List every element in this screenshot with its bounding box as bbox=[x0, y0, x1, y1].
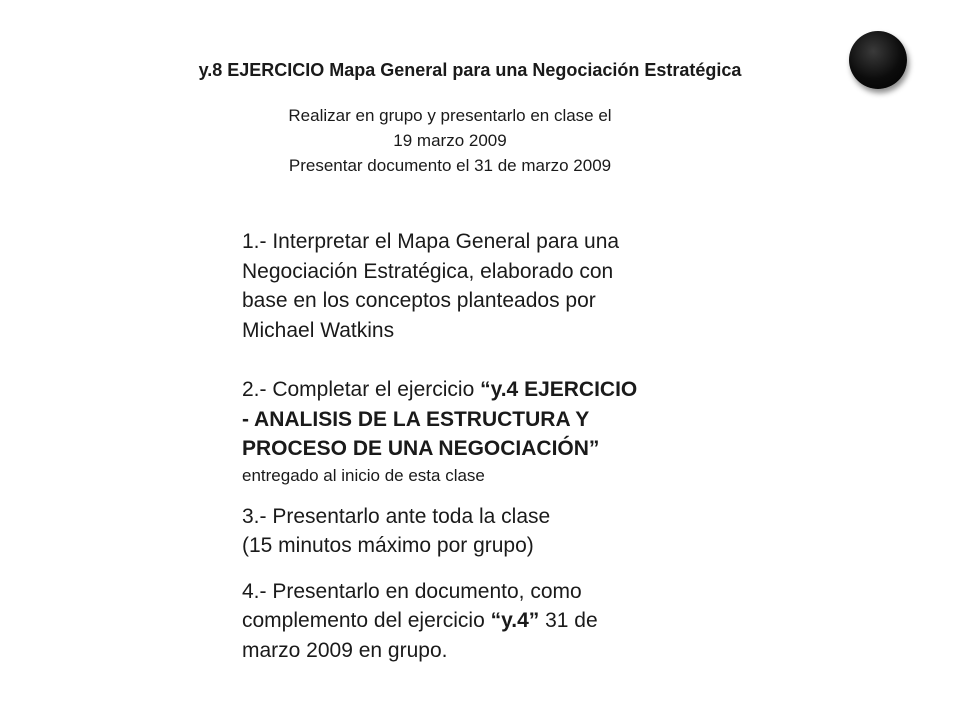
item-2-prefix: 2.- Completar el ejercicio bbox=[242, 378, 481, 401]
item-2-exercise-ref: “y.4 EJERCICIO bbox=[480, 378, 638, 401]
item-4-suffix: 31 de bbox=[539, 609, 598, 632]
item-3-line-1: 3.- Presentarlo ante toda la clase bbox=[242, 504, 551, 528]
item-2-bold-line-2: - ANALISIS DE LA ESTRUCTURA Y bbox=[242, 407, 590, 431]
subtitle-line-2: 19 marzo 2009 bbox=[393, 131, 507, 150]
item-4-line-2 bbox=[242, 606, 762, 636]
subtitle-line-1: Realizar en grupo y presentarlo en clase el bbox=[288, 106, 612, 125]
spacer bbox=[242, 561, 762, 577]
instruction-item-1 bbox=[242, 227, 762, 345]
item-3-line-2: (15 minutos máximo por grupo) bbox=[242, 534, 534, 557]
item-4-prefix: complemento del ejercicio bbox=[242, 609, 491, 632]
item-4-exercise-ref: “y.4” bbox=[490, 609, 540, 632]
item-1-line-1: 1.- Interpretar el Mapa General para una bbox=[242, 230, 620, 253]
item-2-line-3 bbox=[242, 434, 762, 464]
subtitle-block bbox=[150, 103, 750, 178]
item-1-line-3: base en los conceptos planteados por bbox=[242, 289, 596, 312]
instruction-item-3 bbox=[242, 502, 762, 561]
item-2-bold-line-3: PROCESO DE UNA NEGOCIACIÓN” bbox=[242, 437, 600, 460]
spacer bbox=[242, 345, 762, 375]
item-1-line-2: Negociación Estratégica, elaborado con bbox=[242, 259, 614, 283]
item-2-line-1 bbox=[242, 375, 762, 405]
subtitle-line-3: Presentar documento el 31 de marzo 2009 bbox=[288, 156, 612, 175]
item-2-line-2 bbox=[242, 405, 762, 435]
slide-title: y.8 EJERCICIO Mapa General para una Negociación Estratégica bbox=[198, 60, 742, 80]
item-1-line-4: Michael Watkins bbox=[242, 318, 395, 342]
black-circle-icon bbox=[849, 31, 907, 89]
instruction-item-2 bbox=[242, 375, 762, 488]
instruction-item-4 bbox=[242, 577, 762, 666]
item-4-line-1: 4.- Presentarlo en documento, como bbox=[242, 579, 582, 603]
spacer bbox=[242, 488, 762, 502]
item-2-line-4: entregado al inicio de esta clase bbox=[242, 465, 485, 485]
instructions-list bbox=[242, 227, 762, 665]
item-4-line-3: marzo 2009 en grupo. bbox=[242, 638, 448, 662]
